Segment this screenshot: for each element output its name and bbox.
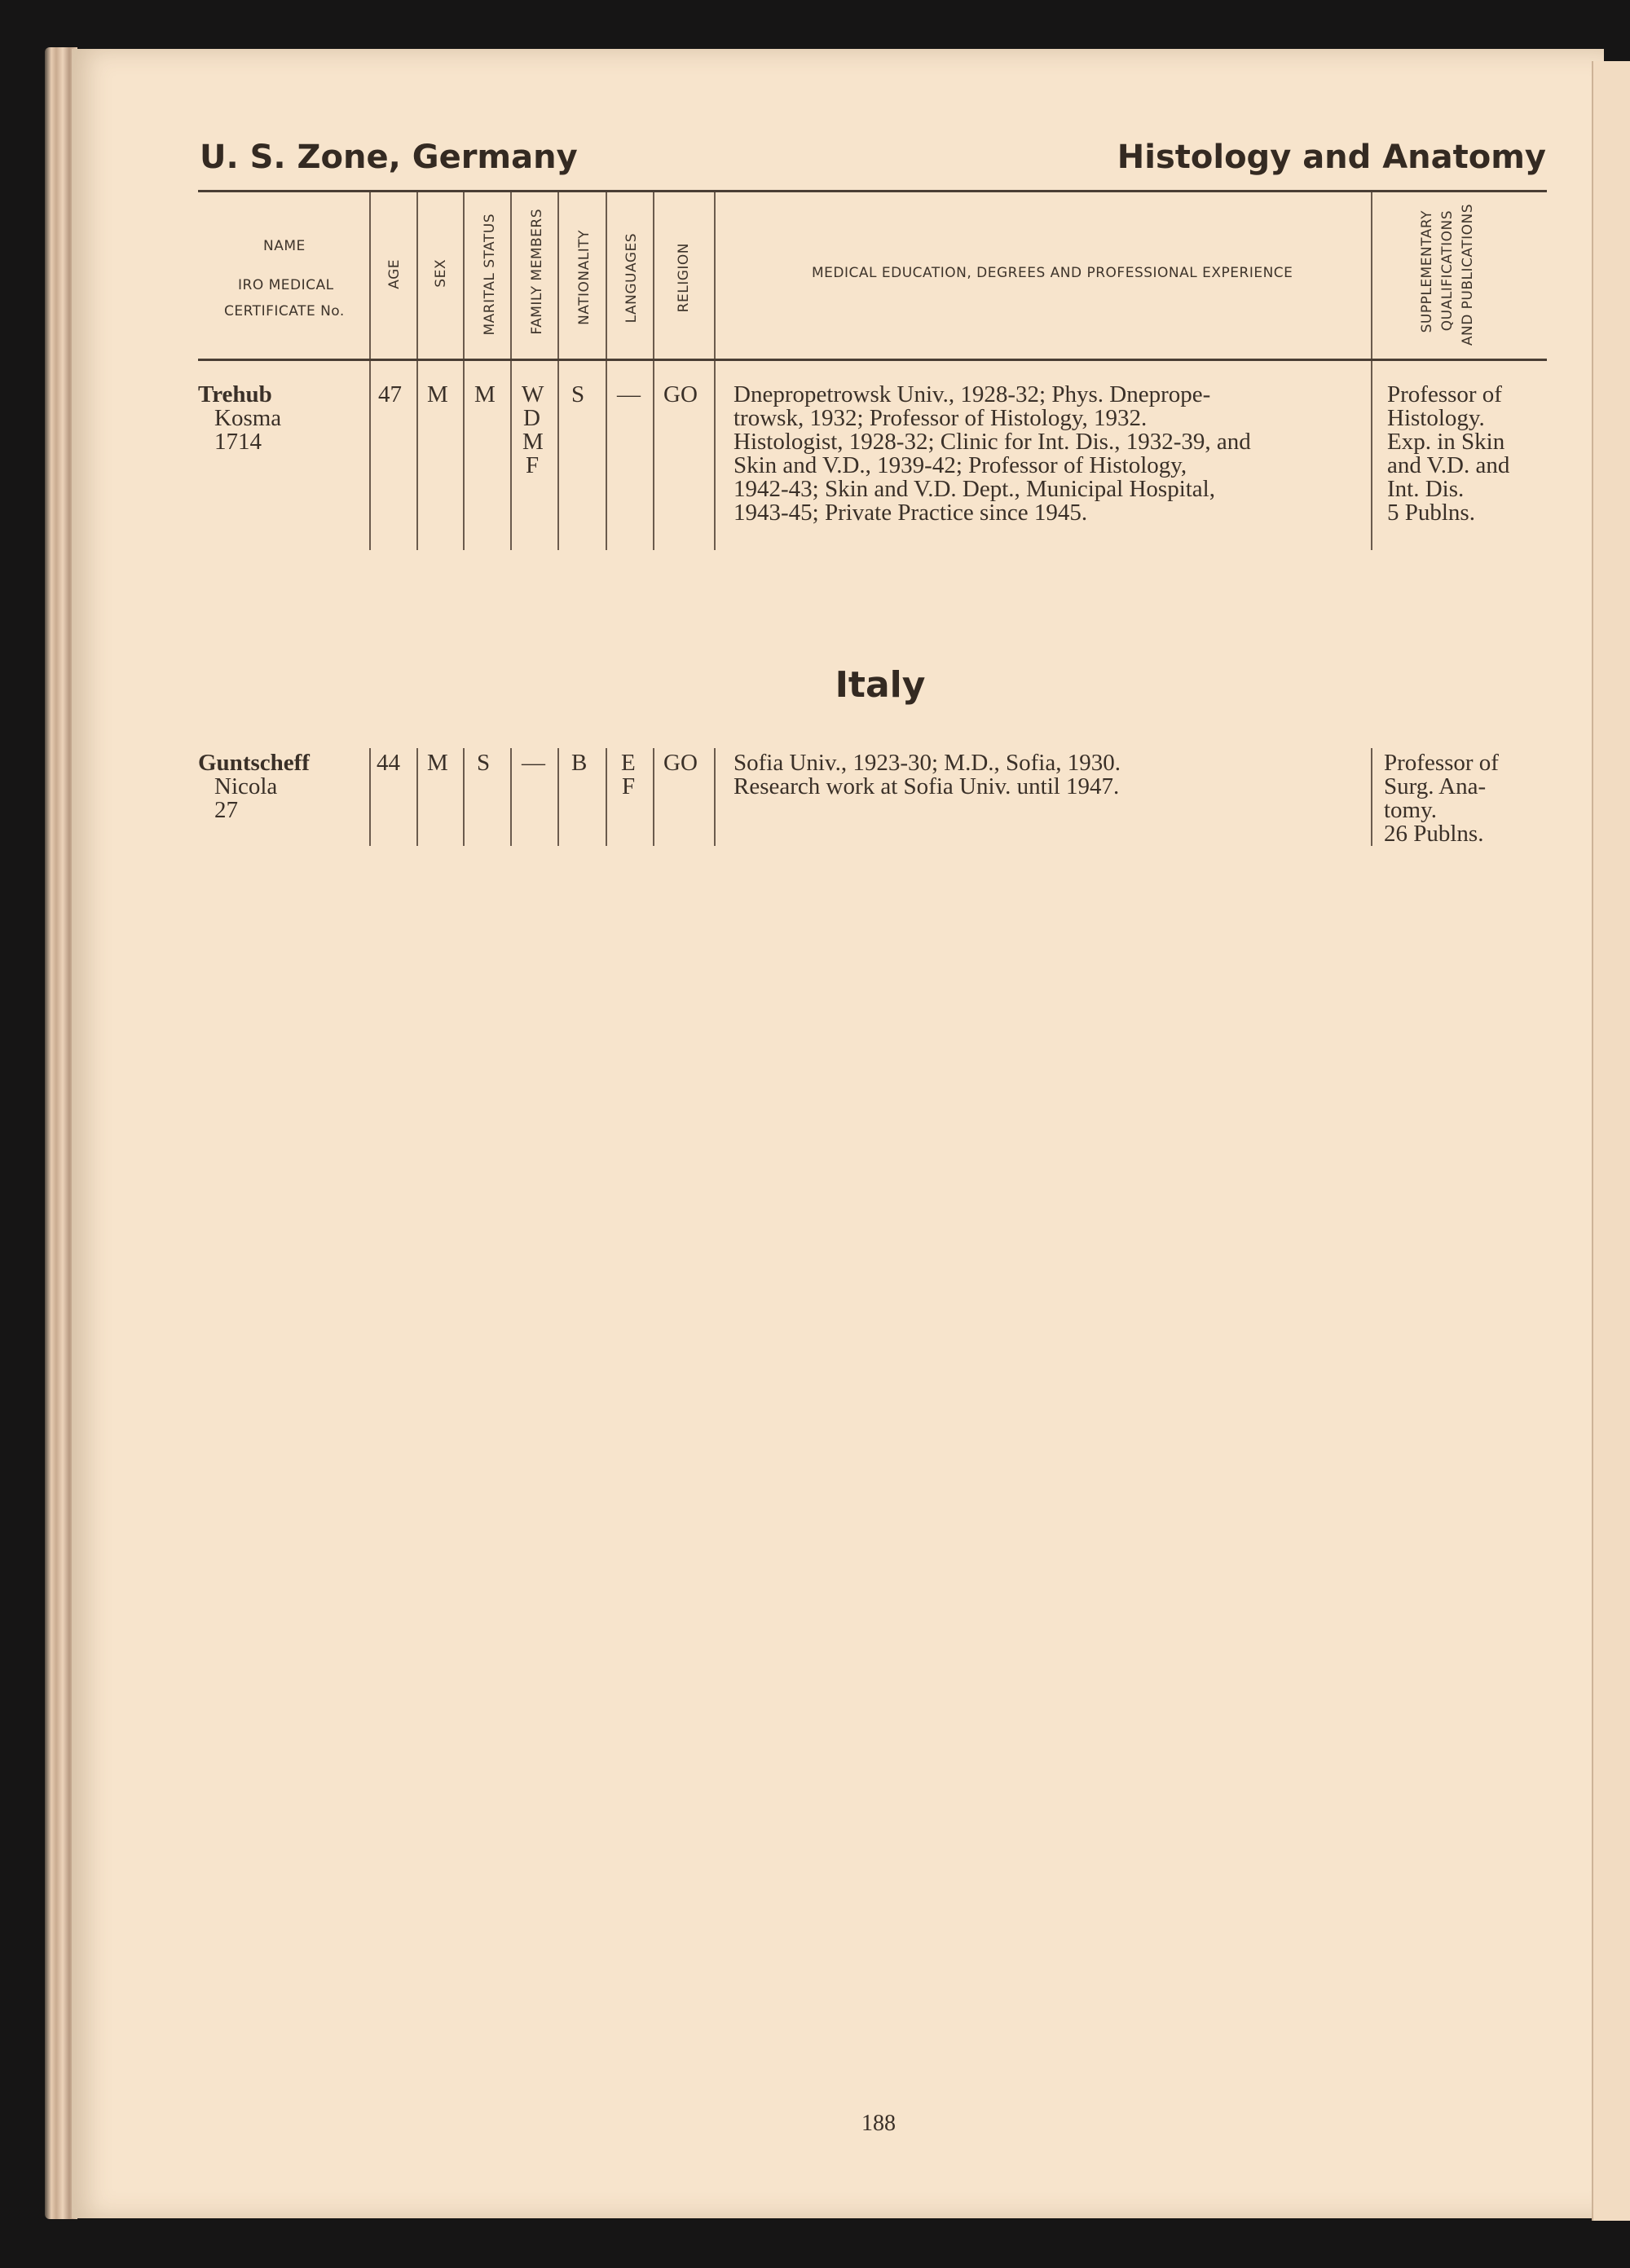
header-top-rule [198,190,1547,192]
entry-age: 47 [378,381,402,407]
col-family-label: FAMILY MEMBERS [529,209,545,335]
row-divider [557,361,559,550]
entry-cert-number: 27 [214,797,238,823]
entry-family-member: F [526,452,540,478]
header-divider [510,192,512,359]
entry-education-line: Dnepropetrowsk Univ., 1928-32; Phys. Dneprope- [734,381,1211,407]
col-religion-label: RELIGION [676,243,692,313]
col-name-label-2: IRO MEDICAL [238,277,334,293]
entry-languages: — [617,381,641,407]
entry-education-line: 1943-45; Private Practice since 1945. [734,500,1088,526]
col-supp-label-2: QUALIFICATIONS [1439,210,1456,332]
row-divider [416,361,418,550]
entry-sex: M [427,381,448,407]
entry-nationality: B [571,750,588,776]
row-divider [510,748,512,846]
entry-surname: Guntscheff [198,750,310,776]
row-divider [653,361,654,550]
entry-marital: M [474,381,496,407]
entry-supplementary-line: Professor of [1387,381,1502,407]
row-divider [1371,361,1372,550]
header-divider [1371,192,1372,359]
entry-given-name: Kosma [214,405,282,431]
entry-religion: GO [663,750,698,776]
col-marital-label: MARITAL STATUS [482,214,498,336]
entry-religion: GO [663,381,698,407]
entry-education-line: Sofia Univ., 1923-30; M.D., Sofia, 1930. [734,750,1121,776]
header-divider [463,192,465,359]
entry-education-line: trowsk, 1932; Professor of Histology, 1932. [734,405,1148,431]
entry-given-name: Nicola [214,773,278,799]
running-header-right: Histology and Anatomy [1117,139,1546,176]
col-supp-label-3: AND PUBLICATIONS [1460,204,1476,346]
header-divider [606,192,607,359]
adjacent-page-edge [1592,61,1630,2221]
entry-education-line: 1942-43; Skin and V.D. Dept., Municipal Hospital, [734,476,1215,502]
row-divider [369,361,371,550]
header-divider [369,192,371,359]
entry-sex: M [427,750,448,776]
row-divider [463,748,465,846]
col-supp-label-1: SUPPLEMENTARY [1419,210,1435,333]
row-divider [606,748,607,846]
row-divider [369,748,371,846]
row-divider [714,748,716,846]
entry-marital: S [477,750,491,776]
entry-education-line: Research work at Sofia Univ. until 1947. [734,773,1120,799]
entry-supplementary-line: Int. Dis. [1387,476,1465,502]
entry-education-line: Histologist, 1928-32; Clinic for Int. Dis., 1932-39, and [734,429,1251,455]
book-page [72,49,1604,2218]
entry-family-member: — [522,750,545,776]
entry-cert-number: 1714 [214,429,262,455]
col-name-label-3: CERTIFICATE No. [224,303,345,319]
entry-family-member: W [522,381,544,407]
entry-supplementary-line: Exp. in Skin [1387,429,1505,455]
header-divider [416,192,418,359]
row-divider [606,361,607,550]
entry-family-member: M [522,429,544,455]
col-age-label: AGE [386,259,403,289]
header-divider [714,192,716,359]
col-nationality-label: NATIONALITY [576,230,593,325]
entry-surname: Trehub [198,381,272,407]
col-name-label: NAME [263,238,306,254]
row-divider [557,748,559,846]
entry-family-member: D [523,405,540,431]
entry-supplementary-line: Professor of [1384,750,1499,776]
row-divider [510,361,512,550]
entry-supplementary-line: and V.D. and [1387,452,1510,478]
entry-supplementary-line: 26 Publns. [1384,821,1484,847]
entry-nationality: S [571,381,585,407]
col-languages-label: LANGUAGES [623,233,640,324]
row-divider [463,361,465,550]
running-header-left: U. S. Zone, Germany [200,139,578,176]
entry-age: 44 [377,750,400,776]
row-divider [1371,748,1372,846]
row-divider [714,361,716,550]
entry-supplementary-line: 5 Publns. [1387,500,1475,526]
col-education-label: MEDICAL EDUCATION, DEGREES AND PROFESSIONAL EXPERIENCE [812,265,1293,281]
entry-supplementary-line: tomy. [1384,797,1437,823]
entry-supplementary-line: Surg. Ana- [1384,773,1487,799]
row-divider [653,748,654,846]
entry-education-line: Skin and V.D., 1939-42; Professor of Histology, [734,452,1187,478]
page-number: 188 [861,2111,896,2136]
col-sex-label: SEX [433,259,449,288]
entry-languages: E [621,750,636,776]
entry-languages: F [622,773,636,799]
entry-supplementary-line: Histology. [1387,405,1485,431]
section-heading-italy: Italy [835,664,926,706]
header-divider [653,192,654,359]
header-divider [557,192,559,359]
row-divider [416,748,418,846]
header-bottom-rule [198,359,1547,361]
